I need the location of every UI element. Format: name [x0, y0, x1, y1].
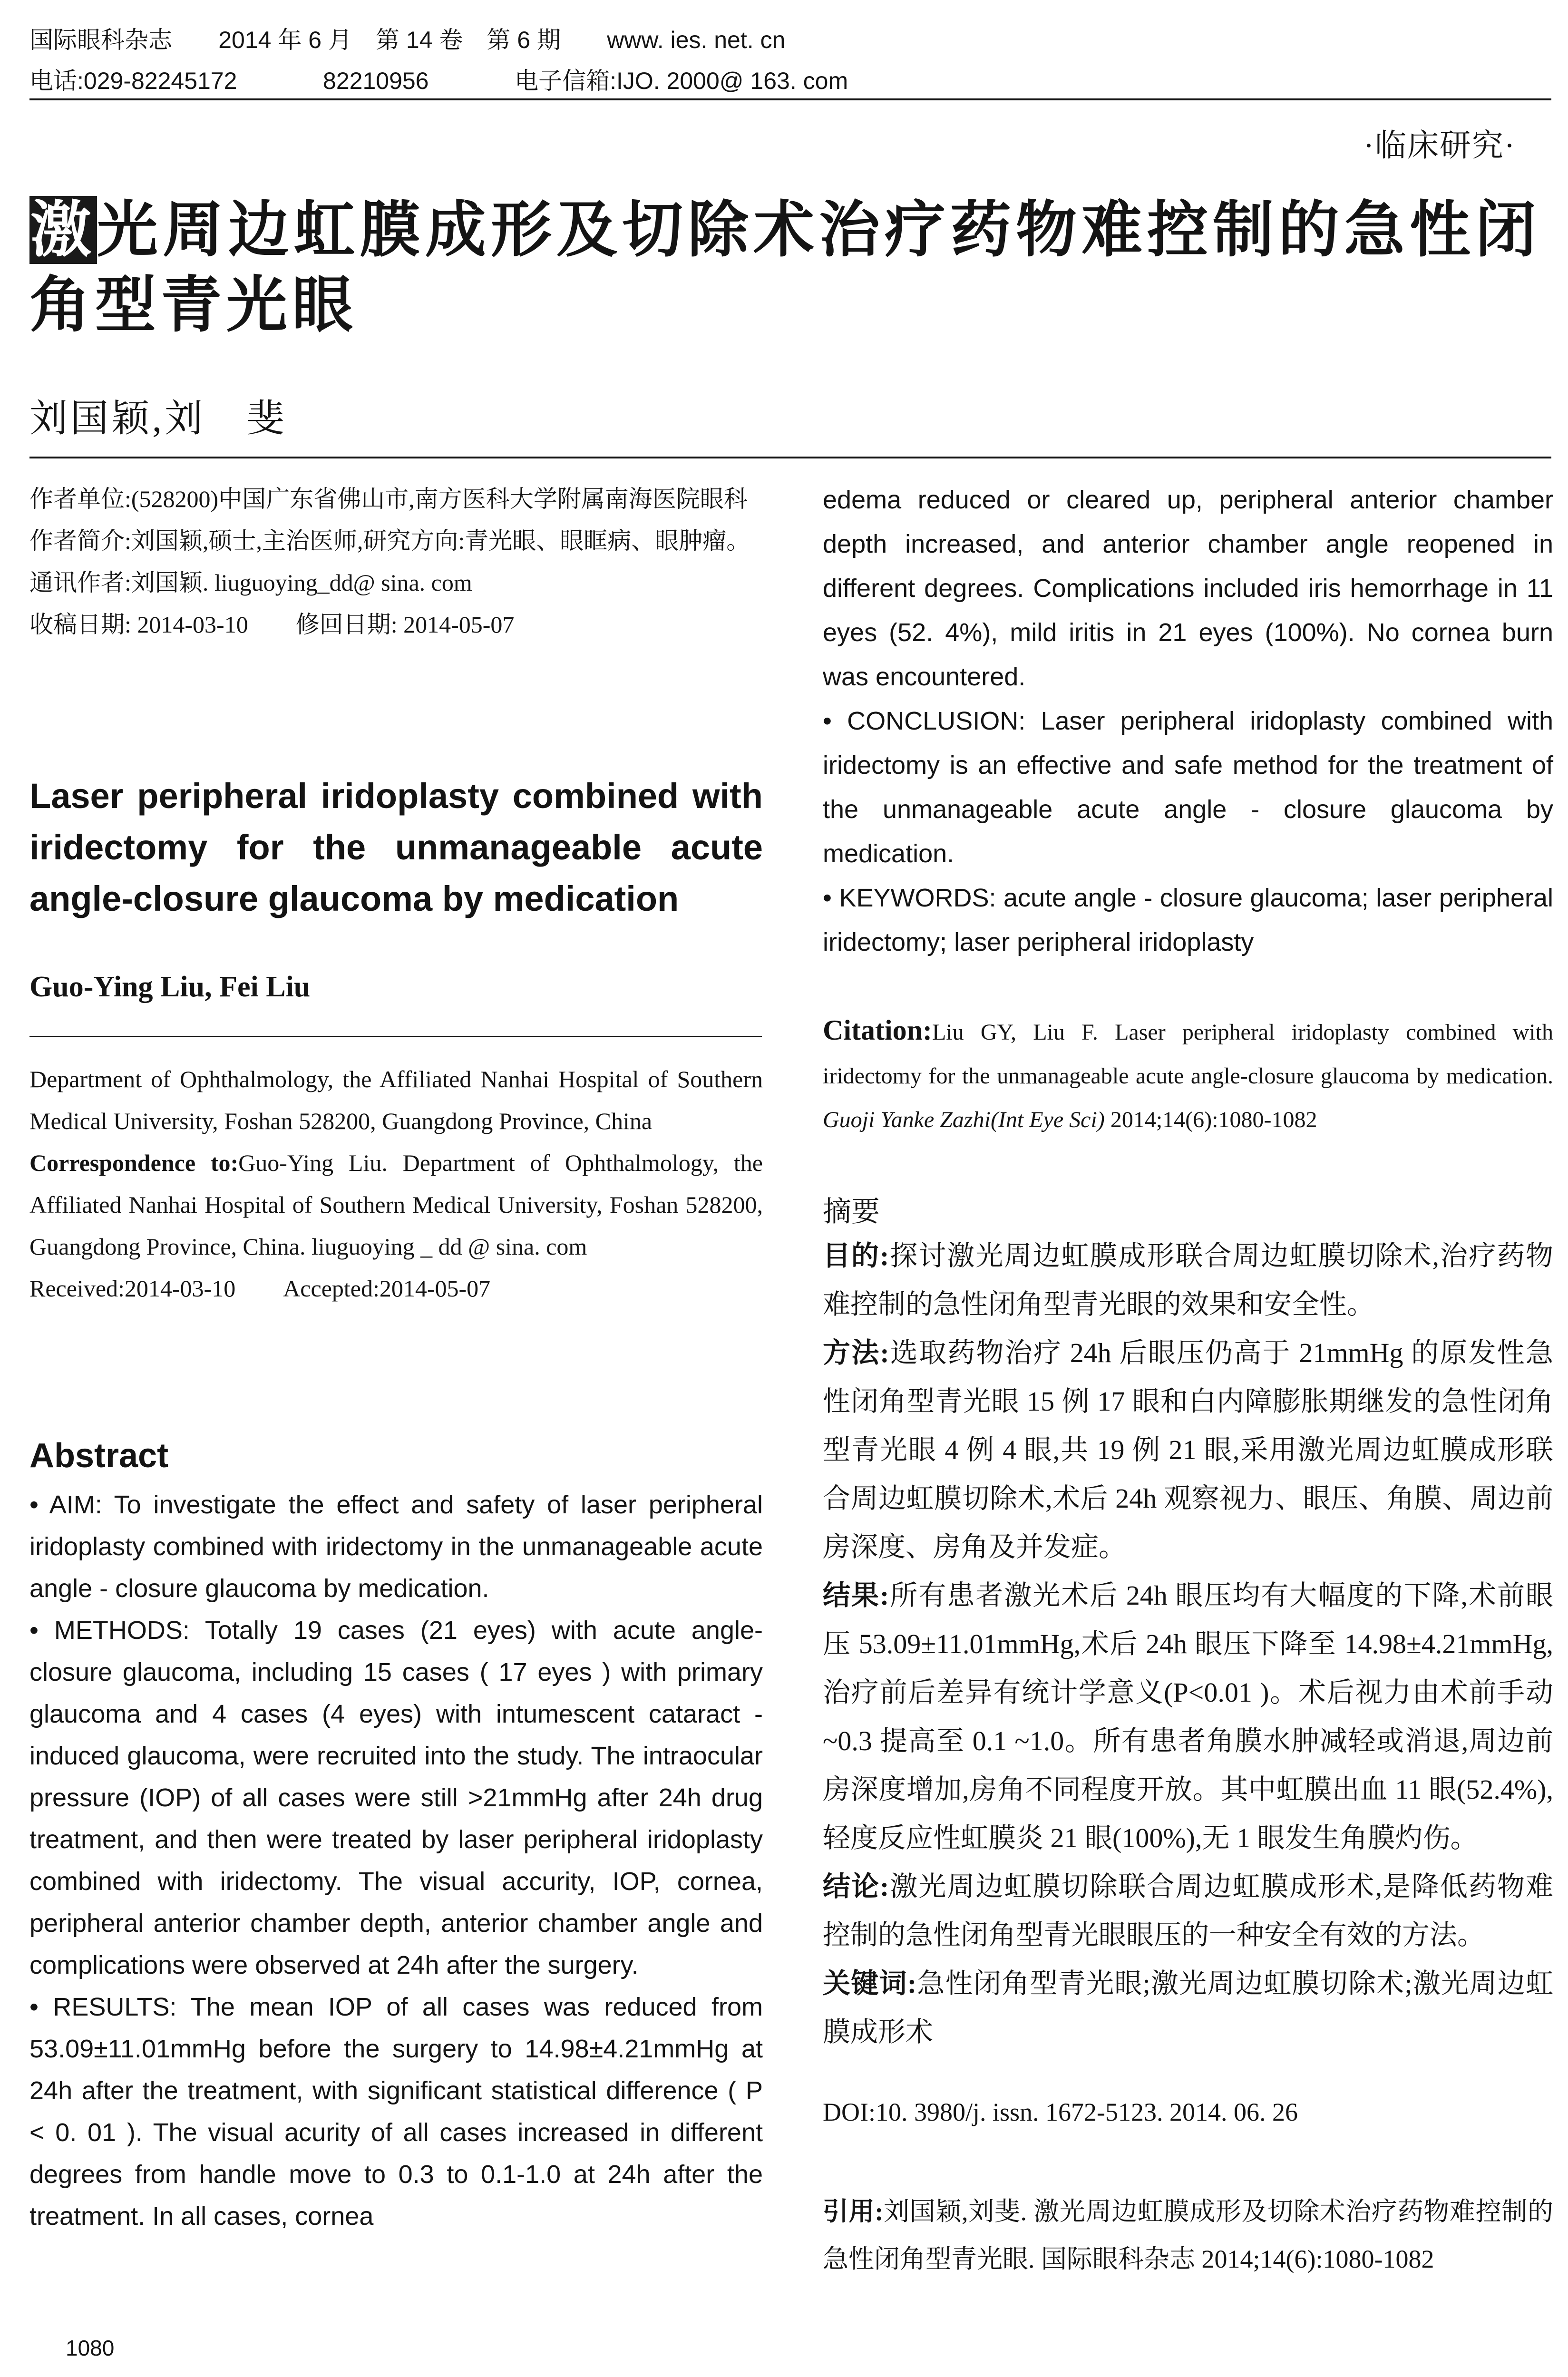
journal-website: www. ies. net. cn	[607, 27, 786, 53]
abstract-cn-methods-label: 方法:	[823, 1337, 889, 1368]
article-title	[29, 193, 1551, 343]
abstract-cn-heading: 摘要	[823, 1196, 880, 1227]
abstract-heading: Abstract	[29, 1437, 169, 1475]
journal-phone2: 82210956	[323, 68, 429, 94]
section-label: ·临床研究·	[1363, 128, 1516, 163]
english-authors: Guo-Ying Liu, Fei Liu	[29, 971, 311, 1003]
received-accepted: Received:2014-03-10 Accepted:2014-05-07	[29, 1275, 491, 1302]
abstract-keywords: • KEYWORDS: acute angle - closure glaucoma; laser peripheral iridectomy; laser peripheral iridoplasty	[823, 884, 1553, 956]
english-title: Laser peripheral iridoplasty combined with iridectomy for the unmanageable acute angle-closure glaucoma by medication	[29, 776, 763, 918]
abstract-cn-conclusion: 结论:激光周边虹膜切除联合周边虹膜成形术,是降低药物难控制的急性闭角型青光眼眼压的一种安全有效的方法。	[823, 1871, 1553, 1950]
department: Department of Ophthalmology, the Affiliated Nanhai Hospital of Southern Medical University, Foshan 528200, Guangdong Province, China	[29, 1066, 763, 1134]
authors-cn: 刘国颖,刘 斐	[29, 398, 287, 440]
english-authors-divider	[29, 1036, 762, 1037]
citation-ref: 2014;14(6):1080-1082	[1110, 1107, 1317, 1132]
citation-journal: Guoji Yanke Zazhi(Int Eye Sci)	[823, 1107, 1105, 1132]
abstract-cn-conclusion-label: 结论:	[823, 1871, 889, 1902]
abstract-methods: • METHODS: Totally 19 cases (21 eyes) with acute angle-closure glaucoma, including 15 cases ( 17 eyes ) with primary glaucoma and 4 cases (4 eyes) with intumescent cataract - induced glaucoma, were recruited into the study. The intraocular pressure (IOP) of all cases were still >21mmHg after 24h drug treatment, and then were treated by laser peripheral iridoplasty combined with iridectomy. The visual accurity, IOP, cornea, peripheral anterior chamber depth, anterior chamber angle and complications were observed at 24h after the surgery.	[29, 1616, 763, 1979]
abstract-cn-aim: 目的:探讨激光周边虹膜成形联合周边虹膜切除术,治疗药物难控制的急性闭角型青光眼的效果和安全性。	[823, 1240, 1553, 1320]
journal-email: 电子信箱:IJO. 2000@ 163. com	[515, 68, 848, 94]
journal-header-line2	[29, 62, 848, 96]
citation-cn-label: 引用:	[823, 2197, 884, 2226]
abstract-cn	[823, 1232, 1553, 2056]
abstract-body	[29, 1484, 763, 2237]
authors-divider	[29, 457, 1551, 458]
journal-phone: 电话:029-82245172	[29, 68, 237, 94]
citation-cn-text: 刘国颖,刘斐. 激光周边虹膜成形及切除术治疗药物难控制的急性闭角型青光眼. 国际眼科杂志 2014;14(6):1080-1082	[823, 2197, 1553, 2273]
header-divider	[29, 98, 1551, 100]
corresponding-author: 通讯作者:刘国颖. liuguoying_dd@ sina. com	[29, 569, 472, 596]
abstract-results-part2: edema reduced or cleared up, peripheral anterior chamber depth increased, and anterior chamber angle reopened in different degrees. Complications included iris hemorrhage in 11 eyes (52. 4%), mild iritis in 21 eyes (100%). No cornea burn was encountered.	[823, 486, 1553, 691]
doi: DOI:10. 3980/j. issn. 1672-5123. 2014. 06. 26	[823, 2098, 1298, 2126]
abstract-cn-results: 结果:所有患者激光术后 24h 眼压均有大幅度的下降,术前眼压 53.09±11.01mmHg,术后 24h 眼压下降至 14.98±4.21mmHg,治疗前后差异有统计学意义(P<0.01 )。术后视力由术前手动~0.3 提高至 0.1 ~1.0。所有患者角膜水肿减轻或消退,周边前房深度增加,房角不同程度开放。其中虹膜出血 11 眼(52.4%),轻度反应性虹膜炎 21 眼(100%),无 1 眼发生角膜灼伤。	[823, 1580, 1553, 1853]
abstract-aim: • AIM: To investigate the effect and safety of laser peripheral iridoplasty combined with iridectomy in the unmanageable acute angle - closure glaucoma by medication.	[29, 1490, 763, 1603]
title-first-char: 激	[30, 196, 97, 264]
abstract-continued	[823, 478, 1553, 964]
abstract-cn-keywords: 关键词:急性闭角型青光眼;激光周边虹膜切除术;激光周边虹膜成形术	[823, 1968, 1553, 2047]
english-affiliation	[29, 1058, 763, 1309]
citation-label: Citation:	[823, 1014, 932, 1046]
citation-text: Liu GY, Liu F. Laser peripheral iridoplasty combined with iridectomy for the unmanageable acute angle-closure glaucoma by medication.	[823, 1020, 1553, 1089]
received-dates-cn: 收稿日期: 2014-03-10 修回日期: 2014-05-07	[29, 611, 515, 638]
citation-cn	[823, 2188, 1553, 2283]
abstract-cn-keywords-label: 关键词:	[823, 1968, 917, 1999]
author-intro: 作者简介:刘国颖,硕士,主治医师,研究方向:青光眼、眼眶病、眼肿瘤。	[29, 527, 750, 554]
abstract-cn-aim-label: 目的:	[823, 1240, 889, 1271]
affiliation-cn	[29, 478, 763, 645]
correspondence-label: Correspondence to:	[29, 1150, 239, 1176]
correspondence-text: Guo-Ying Liu. Department of Ophthalmology, the Affiliated Nanhai Hospital of Southern Medical University, Foshan 528200, Guangdong Province, China. liuguoying _ dd @ sina. com	[29, 1150, 763, 1260]
author-unit: 作者单位:(528200)中国广东省佛山市,南方医科大学附属南海医院眼科	[29, 486, 748, 512]
abstract-cn-methods: 方法:选取药物治疗 24h 后眼压仍高于 21mmHg 的原发性急性闭角型青光眼 15 例 17 眼和白内障膨胀期继发的急性闭角型青光眼 4 例 4 眼,共 19 例 21 眼,采用激光周边虹膜成形联合周边虹膜切除术,术后 24h 观察视力、眼压、角膜、周边前房深度、房角及并发症。	[823, 1337, 1553, 1562]
issue-info: 2014 年 6 月 第 14 卷 第 6 期	[218, 27, 561, 53]
page-number: 1080	[66, 2336, 115, 2360]
abstract-conclusion: • CONCLUSION: Laser peripheral iridoplasty combined with iridectomy is an effective and safe method for the treatment of the unmanageable acute angle - closure glaucoma by medication.	[823, 707, 1553, 868]
journal-header-line1	[29, 21, 785, 55]
citation	[823, 1008, 1553, 1142]
correspondence	[29, 1142, 763, 1267]
abstract-cn-results-label: 结果:	[823, 1580, 889, 1611]
title-rest: 光周边虹膜成形及切除术治疗药物难控制的急性闭角型青光眼	[29, 196, 1541, 339]
abstract-results-part1: • RESULTS: The mean IOP of all cases was reduced from 53.09±11.01mmHg before the surgery to 14.98±4.21mmHg at 24h after the treatment, with significant statistical difference ( P < 0. 01 ). The visual acurity of all cases increased in different degrees from handle move to 0.3 to 0.1-1.0 at 24h after the treatment. In all cases, cornea	[29, 1993, 763, 2231]
journal-name: 国际眼科杂志	[29, 27, 172, 53]
